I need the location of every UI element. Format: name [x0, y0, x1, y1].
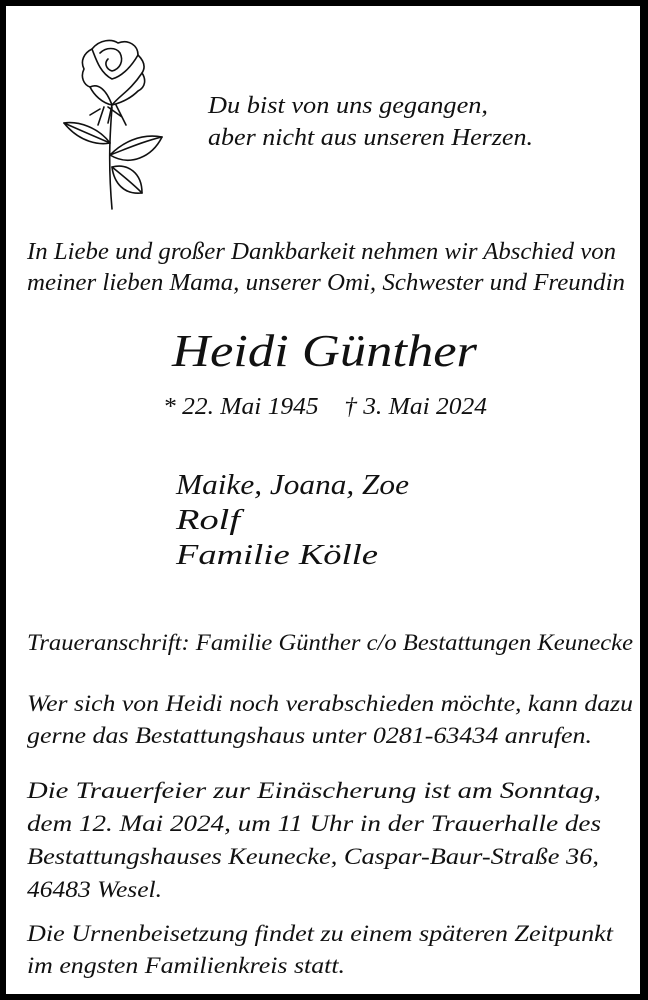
- farewell-line-1: Wer sich von Heidi noch verabschieden möchte, kann dazu: [27, 691, 633, 716]
- mourner-line-1: Maike, Joana, Zoe: [176, 469, 409, 501]
- motto-line-2: aber nicht aus unseren Herzen.: [208, 125, 533, 151]
- obituary-card: [6, 6, 640, 994]
- rose-icon: [50, 33, 180, 213]
- burial-line-1: Die Urnenbeisetzung findet zu einem späteren Zeitpunkt: [27, 921, 613, 946]
- intro-line-1: In Liebe und großer Dankbarkeit nehmen wir Abschied von: [27, 239, 617, 265]
- burial-line-2: im engsten Familienkreis statt.: [27, 953, 345, 978]
- ceremony-line-4: 46483 Wesel.: [27, 877, 162, 902]
- motto-line-1: Du bist von uns gegangen,: [208, 93, 488, 119]
- ceremony-line-2: dem 12. Mai 2024, um 11 Uhr in der Trauerhalle des: [27, 811, 601, 836]
- mourning-address: Traueranschrift: Familie Günther c/o Bestattungen Keunecke: [27, 630, 633, 655]
- life-dates: * 22. Mai 1945 † 3. Mai 2024: [163, 394, 488, 420]
- ceremony-line-1: Die Trauerfeier zur Einäscherung ist am Sonntag,: [27, 778, 601, 803]
- farewell-line-2: gerne das Bestattungshaus unter 0281-63434 anrufen.: [27, 723, 592, 748]
- deceased-name: Heidi Günther: [172, 325, 477, 376]
- mourner-line-3: Familie Kölle: [176, 539, 378, 571]
- ceremony-line-3: Bestattungshauses Keunecke, Caspar-Baur-Straße 36,: [27, 844, 599, 869]
- intro-line-2: meiner lieben Mama, unserer Omi, Schwester und Freundin: [27, 270, 625, 296]
- mourner-line-2: Rolf: [176, 504, 240, 536]
